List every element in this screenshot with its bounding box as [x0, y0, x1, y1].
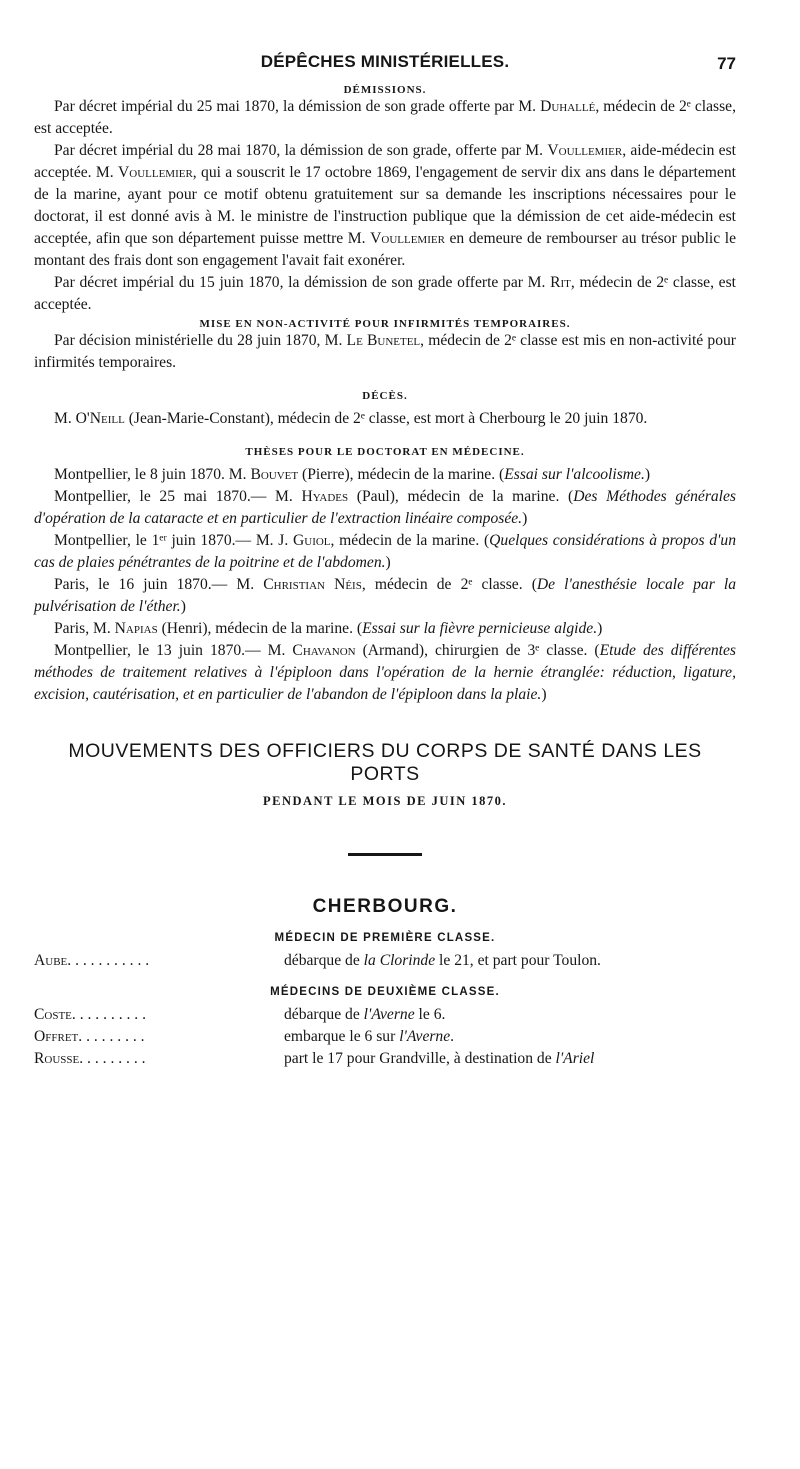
text: , aide-médecin est acceptée. M.: [34, 142, 736, 181]
text: Montpellier, le 13 juin 1870.— M.: [54, 642, 293, 659]
text: Par décret impérial du 15 juin 1870, la démission de son grade offerte par M.: [54, 274, 551, 291]
text: M.: [54, 410, 76, 427]
officer-name: Aube: [34, 952, 68, 969]
person-name: Duhallé: [540, 98, 596, 115]
officer-name: Coste: [34, 1006, 72, 1023]
text: le 21, et part pour Toulon.: [435, 952, 601, 969]
thesis-title: Etude des différentes méthodes de traitement relatives à l'épiploon dans l'opération de la hernie étranglée: réduction, ligature, excision, cautérisation, et en particulier de l'abandon de l'épiploon dans la plaie.: [34, 642, 737, 703]
text: , médecin de 2ᵉ classe, est acceptée.: [34, 98, 736, 137]
section-title-non-activite: MISE EN NON-ACTIVITÉ POUR INFIRMITÉS TEMPORAIRES.: [199, 318, 571, 330]
port-title: CHERBOURG.: [312, 896, 458, 917]
text: ): [541, 686, 547, 703]
text: (Henri), médecin de la marine. (: [157, 620, 363, 637]
dot-leader: . . . . . . . . . . .: [67, 952, 150, 969]
text: Par décret impérial du 28 mai 1870, la démission de son grade, offerte par M.: [54, 142, 548, 159]
thesis-title: Quelques considérations à propos d'un cas de plaies pénétrantes de la poitrine et de l'abdomen.: [34, 532, 736, 571]
text: (Jean-Marie-Constant), médecin de 2ᵉ classe, est mort à Cherbourg le 20 juin 1870.: [124, 410, 648, 427]
text: ): [644, 466, 651, 483]
thesis-title: Essai sur l'alcoolisme.: [504, 466, 645, 483]
paragraph-non-activite: [34, 330, 736, 374]
person-name: Guiol: [292, 532, 331, 549]
text: ): [180, 598, 186, 615]
person-name: Voullemier: [117, 164, 193, 181]
person-name: Chavanon: [292, 642, 356, 659]
page: [34, 52, 736, 1070]
person-name: Christian Néis: [263, 576, 362, 593]
movement-name-cell: [34, 1026, 284, 1048]
grade-title-second-class: MÉDECINS DE DEUXIÈME CLASSE.: [270, 986, 500, 998]
movement-name-cell: [34, 1048, 284, 1070]
mouvements-subtitle: PENDANT LE MOIS DE JUIN 1870.: [263, 794, 507, 808]
thesis-entry: [34, 486, 736, 530]
paragraph-demission-duhalle: [34, 96, 736, 140]
text: (Paul), médecin de la marine. (: [348, 488, 574, 505]
text: Par décret impérial du 25 mai 1870, la démission de son grade offerte par M.: [54, 98, 541, 115]
ship-name: l'Averne: [399, 1028, 451, 1045]
paragraph-demission-rit: [34, 272, 736, 316]
person-name: O'Neill: [75, 410, 125, 427]
text: le 6.: [414, 1006, 446, 1023]
person-name: Hyades: [301, 488, 349, 505]
ship-name: l'Ariel: [555, 1050, 595, 1067]
thesis-title: Des Méthodes générales d'opération de la cataracte et en particulier de l'extraction linéaire composée.: [34, 488, 737, 527]
thesis-entry: [34, 574, 736, 618]
thesis-title: Essai sur la fièvre pernicieuse algide.: [362, 620, 598, 637]
text: , médecin de la marine. (: [330, 532, 490, 549]
text: embarque le 6 sur: [284, 1028, 400, 1045]
ship-name: la Clorinde: [363, 952, 436, 969]
movement-text: [284, 1004, 736, 1026]
text: Montpellier, le 1ᵉʳ juin 1870.— M. J.: [54, 532, 293, 549]
section-title-deces: DÉCÈS.: [362, 390, 408, 402]
text: Par décision ministérielle du 28 juin 1870, M.: [54, 332, 347, 349]
text: Montpellier, le 25 mai 1870.— M.: [54, 488, 302, 505]
dot-leader: . . . . . . . . .: [78, 1028, 145, 1045]
section-title-theses: THÈSES POUR LE DOCTORAT EN MÉDECINE.: [245, 446, 525, 458]
text: ): [597, 620, 603, 637]
grade-title-first-class: MÉDECIN DE PREMIÈRE CLASSE.: [274, 932, 496, 944]
movement-text: [284, 950, 736, 972]
text: Paris, le 16 juin 1870.— M.: [54, 576, 264, 593]
movement-row: [34, 950, 736, 972]
text: , médecin de 2ᵉ classe est mis en non-activité pour infirmités temporaires.: [34, 332, 736, 371]
text: part le 17 pour Grandville, à destination de: [284, 1050, 556, 1067]
text: (Pierre), médecin de la marine. (: [298, 466, 505, 483]
section-demissions: [34, 84, 736, 316]
running-title: DÉPÊCHES MINISTÉRIELLES.: [260, 52, 510, 71]
movement-text: [284, 1048, 736, 1070]
section-theses: [34, 446, 736, 706]
thesis-entry: [34, 530, 736, 574]
paragraph-demission-voullemier: [34, 140, 736, 272]
thesis-title: De l'anesthésie locale par la pulvérisation de l'éther.: [34, 576, 736, 615]
text: débarque de: [284, 952, 364, 969]
text: ): [385, 554, 391, 571]
text: débarque de: [284, 1006, 364, 1023]
text: (Armand), chirurgien de 3ᵉ classe. (: [355, 642, 600, 659]
thesis-entry: [34, 464, 736, 486]
text: , qui a souscrit le 17 octobre 1869, l'engagement de servir dix ans dans le département de la marine, ayant pour ce motif obtenu gratuitement sur sa demande les inscriptions nécessaires pour le doctorat, il est donné avis à M. le ministre de l'instruction publique que la démission de cet aide-médecin est acceptée, afin que son département puisse mettre M.: [34, 164, 736, 247]
text: , médecin de 2ᵉ classe, est acceptée.: [34, 274, 736, 313]
section-non-activite: [34, 318, 736, 374]
section-deces: [34, 390, 736, 430]
thesis-entry: [34, 640, 736, 706]
dot-leader: . . . . . . . . . .: [71, 1006, 146, 1023]
mouvements-title: MOUVEMENTS DES OFFICIERS DU CORPS DE SANTÉ DANS LES PORTS: [68, 740, 702, 785]
ship-name: l'Averne: [363, 1006, 415, 1023]
page-number: 77: [717, 54, 736, 73]
officer-name: Offret: [34, 1028, 79, 1045]
text: en demeure de rembourser au trésor public le montant des frais dont son engagement l'avait fait exonérer.: [34, 230, 736, 269]
person-name: Voullemier: [370, 230, 445, 247]
text: Paris, M.: [54, 620, 115, 637]
person-name: Napias: [114, 620, 158, 637]
page-header: [34, 52, 736, 84]
text: .: [450, 1028, 455, 1045]
text: , médecin de 2ᵉ classe. (: [361, 576, 537, 593]
movement-row: [34, 1026, 736, 1048]
section-mouvements: [34, 740, 736, 1070]
person-name: Le Bunetel: [346, 332, 421, 349]
person-name: Rit: [550, 274, 571, 291]
paragraph-deces: [34, 408, 736, 430]
officer-name: Rousse: [34, 1050, 80, 1067]
text: ): [522, 510, 528, 527]
person-name: Voullemier: [547, 142, 623, 159]
movement-name-cell: [34, 950, 284, 972]
movement-name-cell: [34, 1004, 284, 1026]
section-title-demissions: DÉMISSIONS.: [343, 84, 427, 96]
person-name: Bouvet: [250, 466, 299, 483]
movement-row: [34, 1048, 736, 1070]
text: Montpellier, le 8 juin 1870. M.: [54, 466, 251, 483]
divider-rule: [348, 853, 422, 856]
movement-text: [284, 1026, 736, 1048]
dot-leader: . . . . . . . . .: [79, 1050, 146, 1067]
movement-row: [34, 1004, 736, 1026]
thesis-entry: [34, 618, 736, 640]
